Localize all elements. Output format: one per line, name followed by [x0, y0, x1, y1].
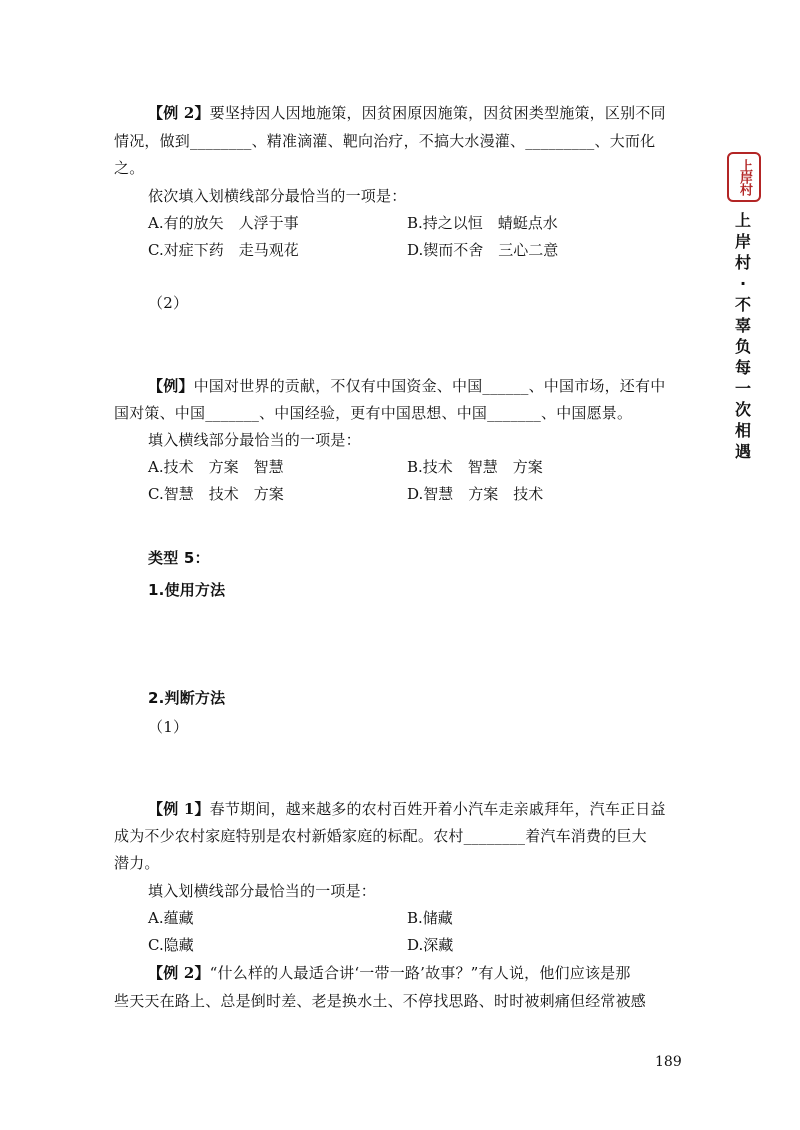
judge-heading: 2.判断方法 — [148, 689, 226, 707]
ex2a-option-a: A.有的放矢 人浮于事 — [148, 214, 299, 232]
ex2b-tag: 【例 2】 — [148, 964, 210, 982]
ex1-option-a: A.蕴藏 — [148, 909, 194, 927]
ex-b-question: 填入横线部分最恰当的一项是： — [148, 431, 361, 449]
subsection-2: （2） — [148, 294, 189, 312]
ex2a-line2: 情况，做到________、精准滴灌、靶向治疗，不搞大水漫灌、_________、大而化 — [114, 132, 656, 150]
ex1-line2: 成为不少农村家庭特别是农村新婚家庭的标配。农村________着汽车消费的巨大 — [114, 827, 647, 845]
seal-text: 上岸村 — [737, 159, 752, 195]
ex2b-line2: 些天天在路上、总是倒时差、老是换水土、不停找思路、时时被刺痛但经常被感 — [114, 992, 647, 1010]
ex1-line3: 潜力。 — [114, 854, 160, 872]
ex1-line1 — [148, 798, 666, 819]
subsection-1: （1） — [148, 718, 189, 736]
ex1-option-b: B.储藏 — [407, 909, 453, 927]
ex-b-line2: 国对策、中国_______、中国经验，更有中国思想、中国_______、中国愿景。 — [114, 404, 633, 422]
ex1-text1: 春节期间，越来越多的农村百姓开着小汽车走亲戚拜年，汽车正日益 — [209, 800, 666, 818]
ex-b-tag: 【例】 — [148, 377, 194, 395]
ex2a-option-b: B.持之以恒 蜻蜓点水 — [407, 214, 558, 232]
type5-title: 类型 5： — [148, 549, 210, 567]
ex-b-option-d: D.智慧 方案 技术 — [407, 485, 544, 503]
ex1-question: 填入划横线部分最恰当的一项是： — [148, 882, 377, 900]
ex1-option-d: D.深藏 — [407, 936, 454, 954]
ex2b-line1 — [148, 962, 631, 983]
ex2a-question: 依次填入划横线部分最恰当的一项是： — [148, 187, 407, 205]
ex2a-line1 — [148, 102, 666, 123]
ex-b-option-b: B.技术 智慧 方案 — [407, 458, 543, 476]
ex2a-text1: 要坚持因人因地施策，因贫困原因施策，因贫困类型施策，区别不同 — [209, 104, 666, 122]
ex1-option-c: C.隐藏 — [148, 936, 194, 954]
usage-heading: 1.使用方法 — [148, 581, 226, 599]
ex2a-option-d: D.锲而不舍 三心二意 — [407, 241, 559, 259]
ex-b-option-a: A.技术 方案 智慧 — [148, 458, 284, 476]
ex1-tag: 【例 1】 — [148, 800, 210, 818]
brand-slogan: 上岸村·不辜负每一次相遇 — [734, 211, 751, 461]
ex-b-option-c: C.智慧 技术 方案 — [148, 485, 284, 503]
ex2b-text1: “什么样的人最适合讲‘一带一路’故事？”有人说，他们应该是那 — [209, 964, 631, 982]
ex-b-text1: 中国对世界的贡献，不仅有中国资金、中国______、中国市场，还有中 — [193, 377, 666, 395]
ex-b-line1 — [148, 375, 665, 396]
ex2a-option-c: C.对症下药 走马观花 — [148, 241, 299, 259]
ex2a-line3: 之。 — [114, 159, 145, 177]
ex2a-tag: 【例 2】 — [148, 104, 210, 122]
page-number: 189 — [655, 1054, 682, 1070]
brand-seal — [727, 152, 761, 202]
